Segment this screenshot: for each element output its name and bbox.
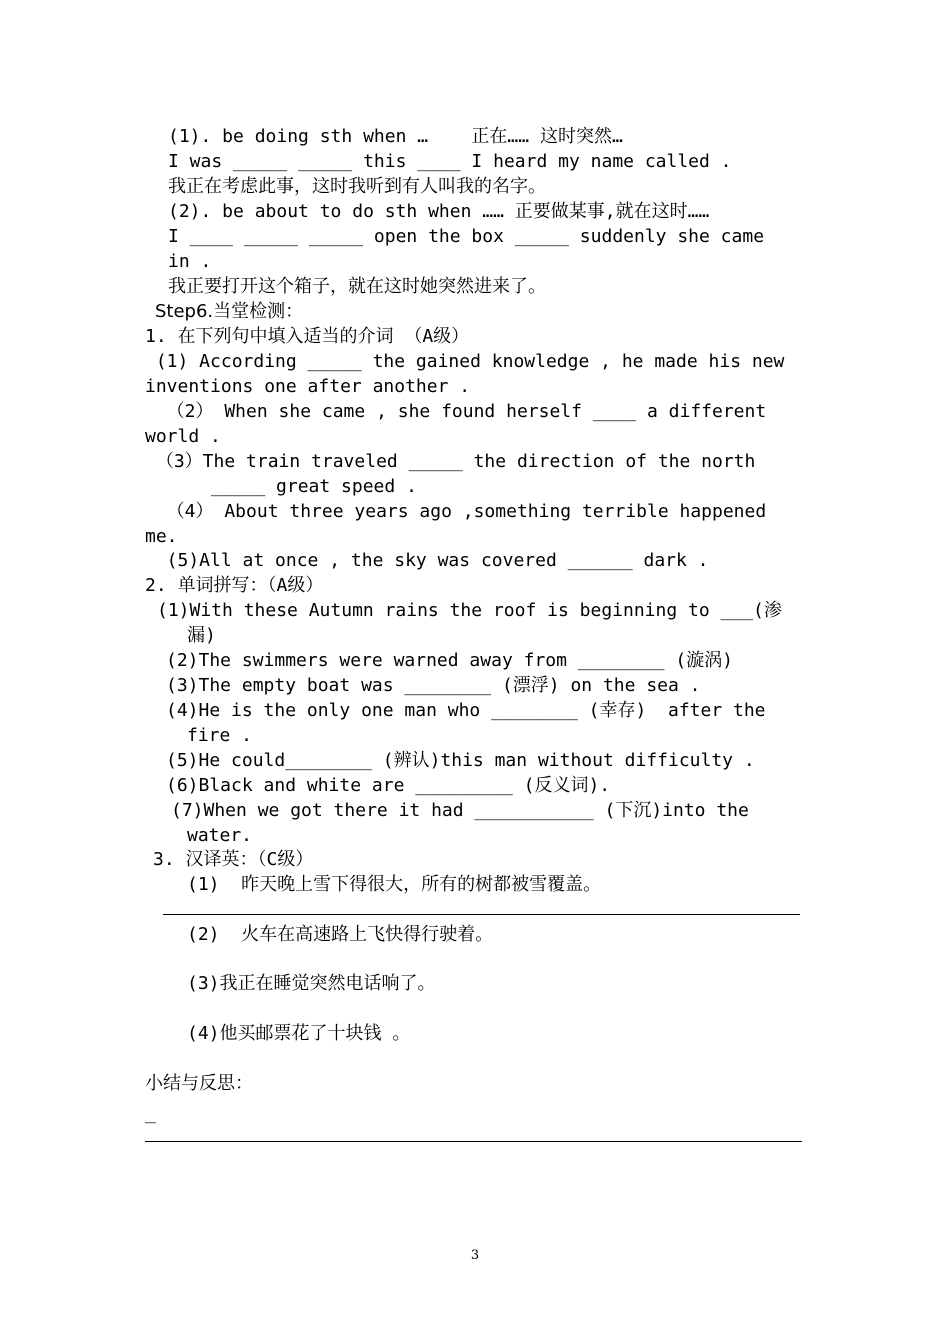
text-line: 我正在考虑此事，这时我听到有人叫我的名字。 <box>168 176 546 197</box>
text-line: (3)The empty boat was ________ (漂浮) on the sea . <box>166 675 701 696</box>
text-line: (2) 火车在高速路上飞快得行驶着。 <box>187 924 494 945</box>
text-line: I ____ _____ _____ open the box _____ suddenly she came <box>168 226 765 247</box>
text-line: (6)Black and white are _________ (反义词). <box>166 775 611 796</box>
text-line: _____ great speed . <box>211 476 417 497</box>
step-heading: Step6.当堂检测： <box>155 301 304 322</box>
text-line: (4)他买邮票花了十块钱 。 <box>187 1023 411 1044</box>
text-line: (5)All at once , the sky was covered ______ dark . <box>145 550 709 571</box>
text-line: world . <box>145 426 221 447</box>
text-line: (2). be about to do sth when …… 正要做某事,就在这时…… <box>168 201 710 222</box>
text-line: (1) 昨天晚上雪下得很大，所有的树都被雪覆盖。 <box>187 874 602 895</box>
text-line: (2)The swimmers were warned away from ________ (漩涡) <box>166 650 734 671</box>
text-line: (4)He is the only one man who ________ (幸存) after the <box>166 700 766 721</box>
text-line: （4） About three years ago ,something terrible happened <box>145 501 767 522</box>
summary-heading: 小结与反思： <box>145 1073 253 1094</box>
page-number: 3 <box>470 1248 480 1263</box>
text-line: （3）The train traveled _____ the direction of the north <box>145 451 756 472</box>
answer-line <box>163 914 800 915</box>
text-line: (7)When we got there it had ___________ (下沉)into the <box>171 800 749 821</box>
text-line: I was _____ _____ this ____ I heard my name called . <box>168 151 732 172</box>
text-line: in . <box>168 251 212 272</box>
text-line: (5)He could________ (辨认)this man without difficulty . <box>166 750 755 771</box>
text-line: (3)我正在睡觉突然电话响了。 <box>187 973 436 994</box>
text-line: fire . <box>187 725 253 746</box>
text-line: (1). be doing sth when … 正在…… 这时突然… <box>168 126 623 147</box>
text-line: inventions one after another . <box>145 376 471 397</box>
section-heading: 2. 单词拼写：（A级） <box>145 575 324 596</box>
section-heading: 3. 汉译英：（C级） <box>153 849 314 870</box>
text-line: 漏) <box>187 625 216 646</box>
section-heading: 1. 在下列句中填入适当的介词 （A级） <box>145 326 470 347</box>
text-line: _ <box>145 1103 156 1124</box>
text-line: 我正要打开这个箱子，就在这时她突然进来了。 <box>168 276 546 297</box>
answer-line <box>145 1141 802 1142</box>
text-line: (1) According _____ the gained knowledge , he made his new <box>145 351 785 372</box>
text-line: me. <box>145 526 178 547</box>
text-line: water. <box>187 825 253 846</box>
text-line: (1)With these Autumn rains the roof is beginning to ___(渗 <box>157 600 782 621</box>
text-line: （2） When she came , she found herself ____ a different <box>145 401 767 422</box>
